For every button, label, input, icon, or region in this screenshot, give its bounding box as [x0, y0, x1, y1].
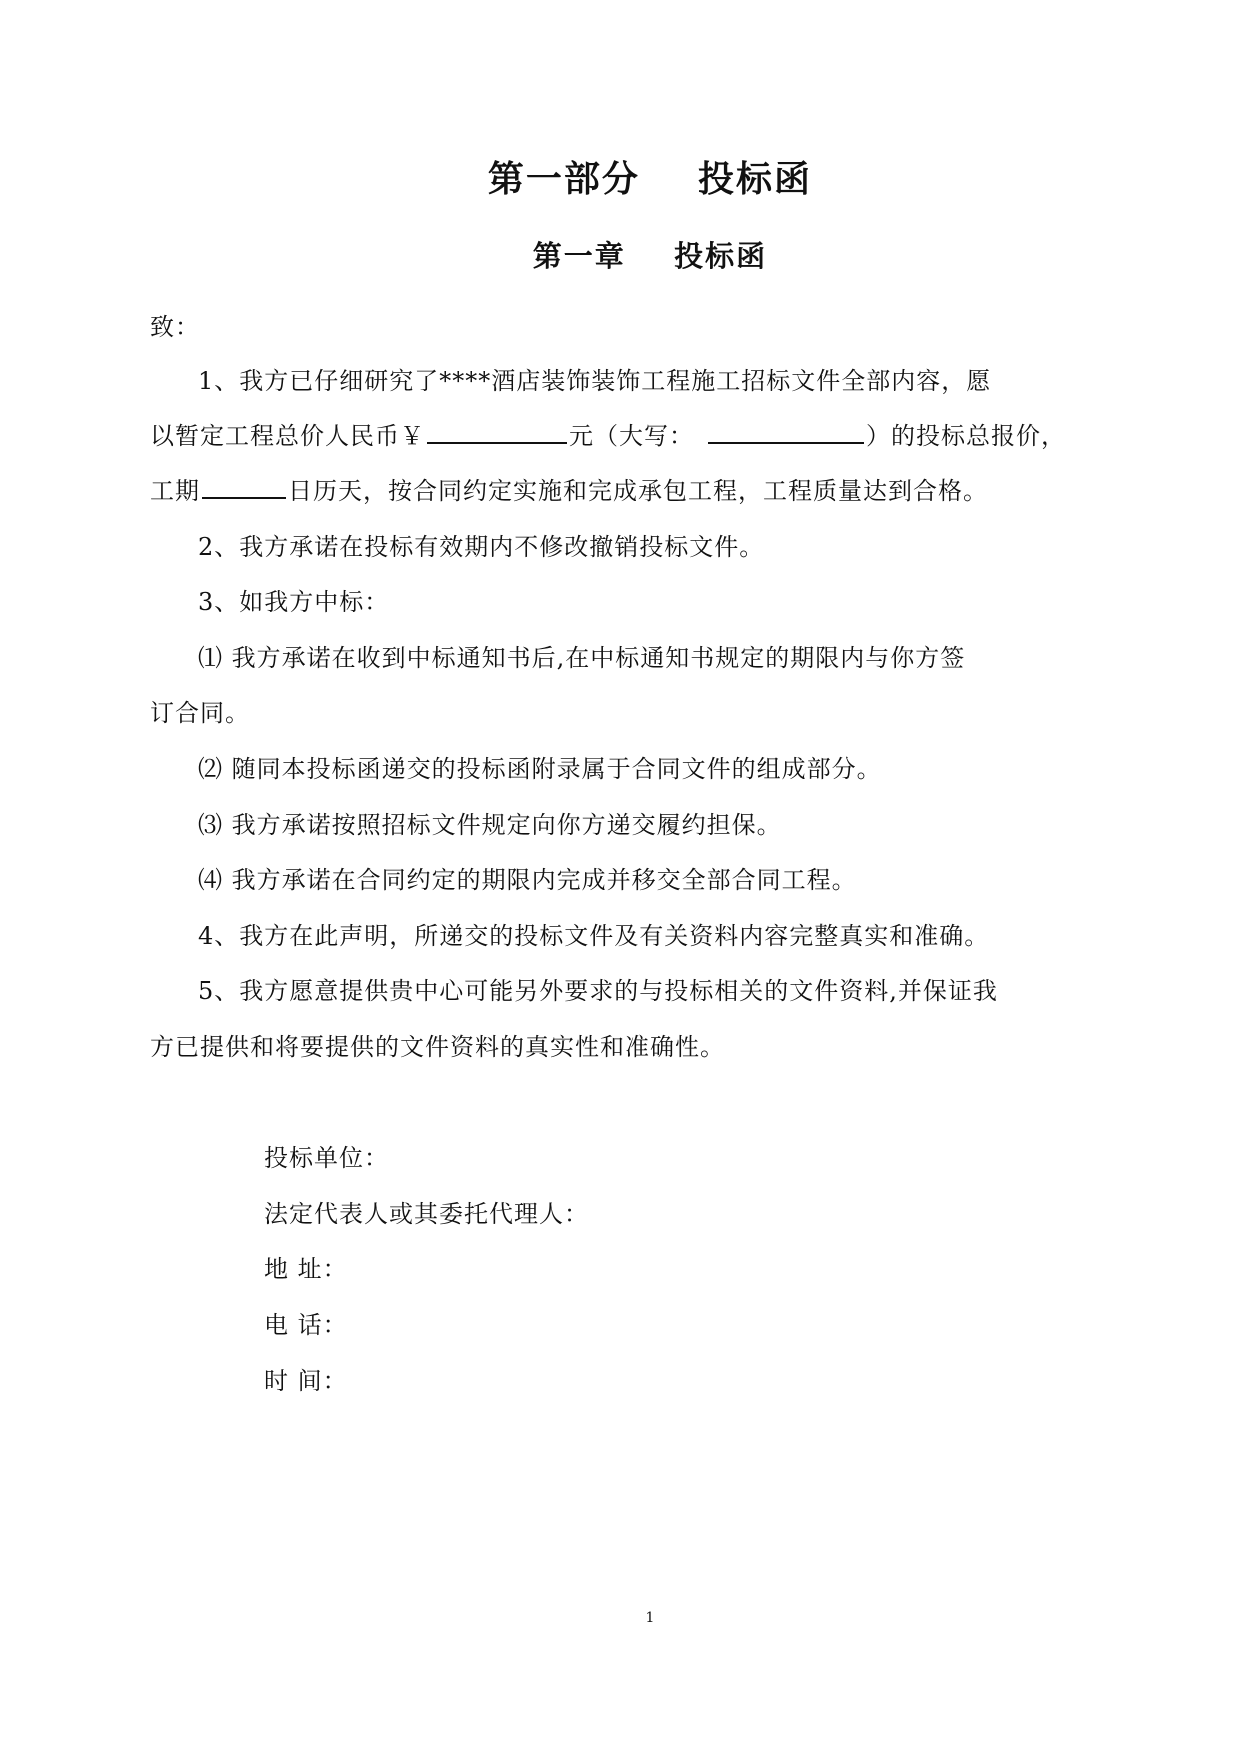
- page-number: 1: [645, 1610, 655, 1626]
- duration-blank: [202, 471, 286, 499]
- clause-2: 2、我方承诺在投标有效期内不修改撤销投标文件。: [198, 533, 765, 561]
- price-label: 以暂定工程总价人民币￥: [150, 422, 425, 450]
- sub-clause-4: ⑷ 我方承诺在合同约定的期限内完成并移交全部合同工程。: [198, 866, 857, 894]
- sub-clause-3: ⑶ 我方承诺按照招标文件规定向你方递交履约担保。: [198, 811, 782, 839]
- chapter-title: 第一章 投标函: [532, 239, 768, 273]
- part-title: 第一部分 投标函: [487, 159, 813, 200]
- address-label: 地 址：: [264, 1255, 348, 1283]
- duration-label: 工期: [150, 477, 200, 505]
- bidder-label: 投标单位：: [264, 1144, 389, 1172]
- price-capital-label: 元（大写：: [569, 422, 694, 450]
- clause-5-line-2: 方已提供和将要提供的文件资料的真实性和准确性。: [150, 1033, 725, 1061]
- representative-label: 法定代表人或其委托代理人：: [264, 1200, 589, 1228]
- price-suffix: ）的投标总报价，: [866, 422, 1066, 450]
- clause-3: 3、如我方中标：: [198, 588, 390, 616]
- salutation: 致：: [150, 313, 200, 341]
- price-figure-blank: [427, 416, 567, 444]
- clause-1-line-3: [150, 471, 988, 511]
- duration-suffix: 日历天，按合同约定实施和完成承包工程，工程质量达到合格。: [288, 477, 988, 505]
- clause-4: 4、我方在此声明，所递交的投标文件及有关资料内容完整真实和准确。: [198, 922, 990, 950]
- sub-clause-1-line-2: 订合同。: [150, 699, 250, 727]
- clause-5-line-1: 5、我方愿意提供贵中心可能另外要求的与投标相关的文件资料,并保证我: [198, 977, 998, 1005]
- clause-1-line-1: 1、我方已仔细研究了****酒店装饰装饰工程施工招标文件全部内容，愿: [198, 367, 992, 395]
- clause-1-line-2: [150, 416, 1066, 456]
- price-capital-blank: [708, 416, 864, 444]
- sub-clause-1-line-1: ⑴ 我方承诺在收到中标通知书后,在中标通知书规定的期限内与你方签: [198, 644, 966, 672]
- sub-clause-2: ⑵ 随同本投标函递交的投标函附录属于合同文件的组成部分。: [198, 755, 882, 783]
- phone-label: 电 话：: [264, 1311, 348, 1339]
- date-label: 时 间：: [264, 1367, 348, 1395]
